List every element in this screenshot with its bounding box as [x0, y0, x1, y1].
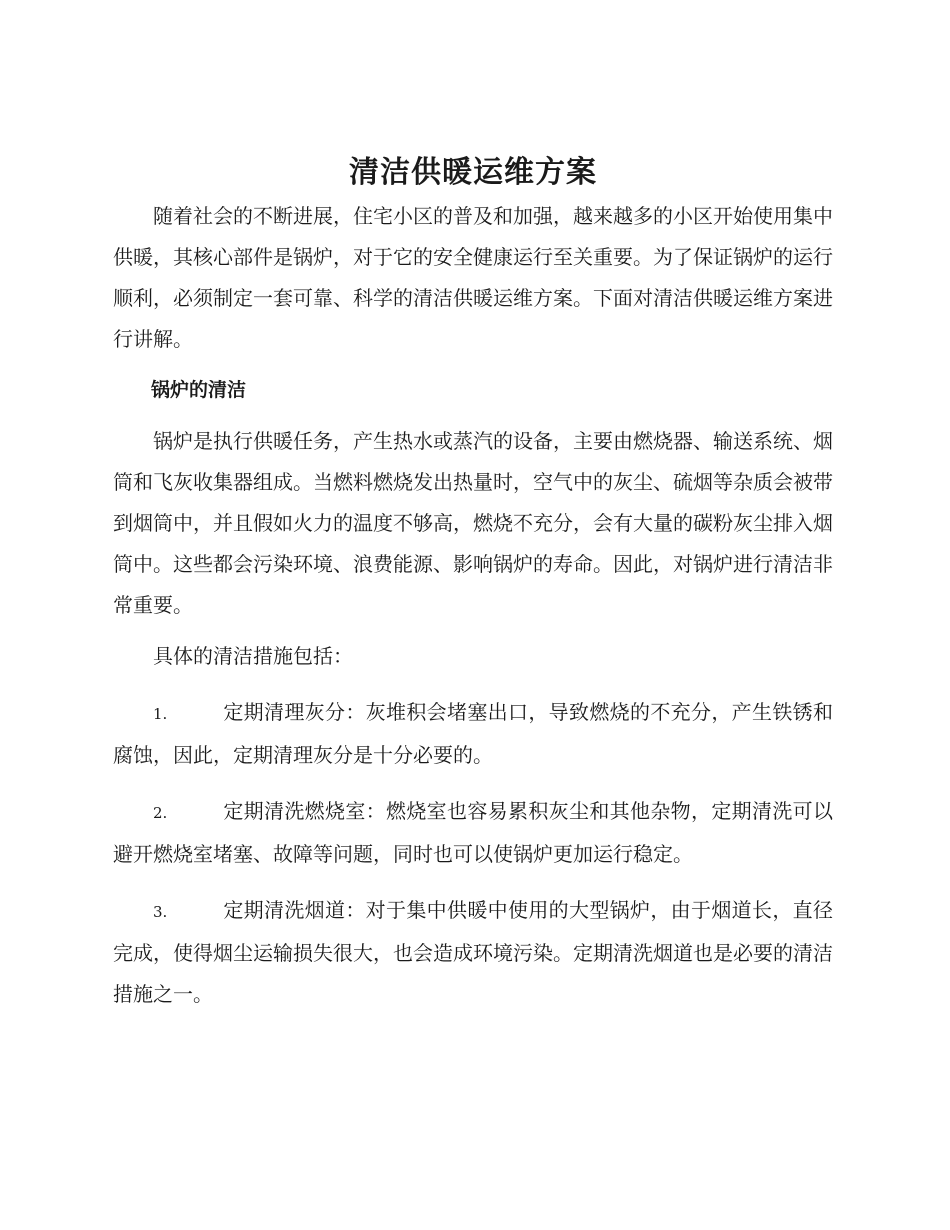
list-item-number: 2. — [153, 804, 168, 822]
section-heading: 锅炉的清洁 — [151, 379, 247, 401]
list-item — [113, 692, 833, 776]
intro-paragraph: 随着社会的不断进展，住宅小区的普及和加强，越来越多的小区开始使用集中供暖，其核心部件是锅炉，对于它的安全健康运行至关重要。为了保证锅炉的运行顺利，必须制定一套可靠、科学的清洁供暖运维方案。下面对清洁供暖运维方案进行讲解。 — [113, 204, 833, 351]
list-item-text: 定期清洗烟道：对于集中供暖中使用的大型锅炉，由于烟道长，直径完成，使得烟尘运输损失很大，也会造成环境污染。定期清洗烟道也是必要的清洁措施之一。 — [113, 898, 833, 1006]
measures-intro: 具体的清洁措施包括： — [153, 644, 353, 668]
document-title: 清洁供暖运维方案 — [349, 155, 597, 190]
list-item — [113, 890, 833, 1015]
list-item — [113, 791, 833, 875]
document-page — [113, 150, 833, 1015]
list-item-number: 3. — [153, 903, 168, 921]
section-body-paragraph: 锅炉是执行供暖任务，产生热水或蒸汽的设备，主要由燃烧器、输送系统、烟筒和飞灰收集器组成。当燃料燃烧发出热量时，空气中的灰尘、硫烟等杂质会被带到烟筒中，并且假如火力的温度不够高，燃烧不充分，会有大量的碳粉灰尘排入烟筒中。这些都会污染环境、浪费能源、影响锅炉的寿命。因此，对锅炉进行清洁非常重要。 — [113, 429, 833, 617]
list-item-text: 定期清理灰分：灰堆积会堵塞出口，导致燃烧的不充分，产生铁锈和腐蚀，因此，定期清理灰分是十分必要的。 — [113, 700, 833, 767]
list-item-number: 1. — [153, 705, 168, 723]
list-item-text: 定期清洗燃烧室：燃烧室也容易累积灰尘和其他杂物，定期清洗可以避开燃烧室堵塞、故障等问题，同时也可以使锅炉更加运行稳定。 — [113, 799, 833, 866]
